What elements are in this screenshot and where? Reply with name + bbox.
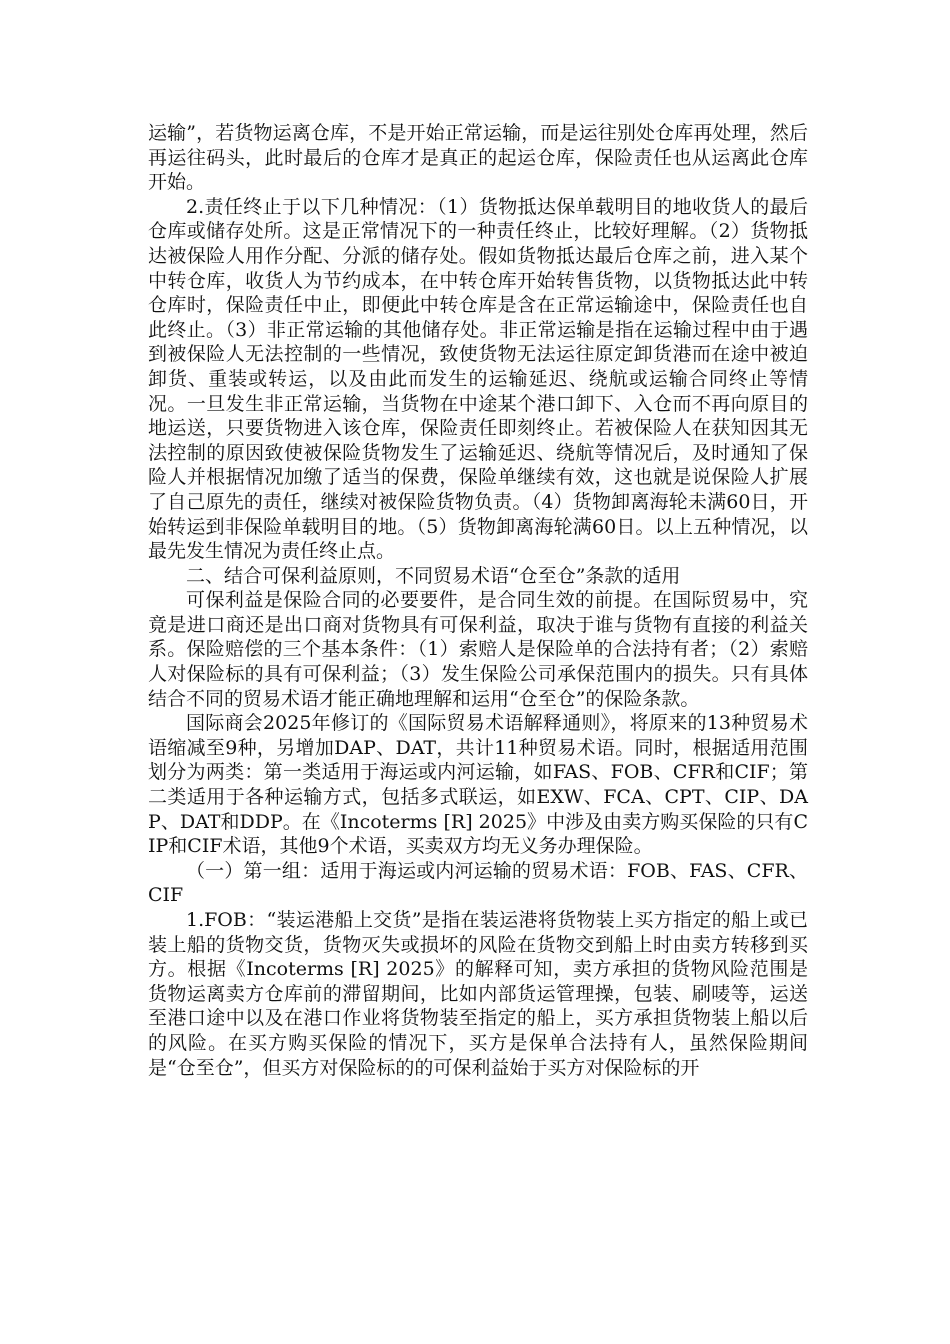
paragraph-continuation: 运输”，若货物运离仓库，不是开始正常运输，而是运往别处仓库再处理，然后再运往码头，此时最后的仓库才是真正的起运仓库，保险责任也从运离此仓库开始。 — [148, 122, 808, 194]
paragraph-fob: 1.FOB：“装运港船上交货”是指在装运港将货物装上买方指定的船上或已装上船的货物交货，货物灭失或损坏的风险在货物交到船上时由卖方转移到买方。根据《Incoterms [R] 2025》的解释可知，卖方承担的货物风险范围是货物运离卖方仓库前的滞留期间，比如内部货运管理操，包装、刷唛等，运送至港口途中以及在港口作业将货物装至指定的船上，买方承担货物装上船以后的风险。在买方购买保险的情况下，买方是保单合法持有人，虽然保险期间是“仓至仓”，但买方对保险标的的可保利益始于买方对保险标的开 — [148, 909, 808, 1079]
paragraph-liability-termination: 2.责任终止于以下几种情况：（1）货物抵达保单载明目的地收货人的最后仓库或储存处所。这是正常情况下的一种责任终止，比较好理解。（2）货物抵达被保险人用作分配、分派的储存处。假如货物抵达最后仓库之前，进入某个中转仓库，收货人为节约成本，在中转仓库开始转售货物，以货物抵达此中转仓库时，保险责任中止，即便此中转仓库是含在正常运输途中，保险责任也自此终止。（3）非正常运输的其他储存处。非正常运输是指在运输过程中由于遇到被保险人无法控制的一些情况，致使货物无法运往原定卸货港而在途中被迫卸货、重装或转运，以及由此而发生的运输延迟、绕航或运输合同终止等情况。一旦发生非正常运输，当货物在中途某个港口卸下、入仓而不再向原目的地运送，只要货物进入该仓库，保险责任即刻终止。若被保险人在获知因其无法控制的原因致使被保险货物发生了运输延迟、绕航等情况后，及时通知了保险人并根据情况加缴了适当的保费，保险单继续有效，这也就是说保险人扩展了自己原先的责任，继续对被保险货物负责。（4）货物卸离海轮未满60日，开始转运到非保险单载明目的地。（5）货物卸离海轮满60日。以上五种情况，以最先发生情况为责任终止点。 — [148, 195, 808, 563]
subsection-heading-group-one: （一）第一组：适用于海运或内河运输的贸易术语：FOB、FAS、CFR、CIF — [148, 859, 808, 907]
section-heading-insurable-interest: 二、结合可保利益原则，不同贸易术语“仓至仓”条款的适用 — [186, 564, 681, 587]
document-body — [148, 121, 808, 1080]
paragraph-incoterms: 国际商会2025年修订的《国际贸易术语解释通则》，将原来的13种贸易术语缩减至9种，另增加DAP、DAT，共计11种贸易术语。同时，根据适用范围划分为两类：第一类适用于海运或内河运输，如FAS、FOB、CFR和CIF；第二类适用于各种运输方式，包括多式联运，如EXW、FCA、CPT、CIP、DAP、DAT和DDP。在《Incoterms [R] 2025》中涉及由卖方购买保险的只有CIP和CIF术语，其他9个术语，买卖双方均无义务办理保险。 — [148, 712, 808, 858]
paragraph-insurable-interest: 可保利益是保险合同的必要要件，是合同生效的前提。在国际贸易中，究竟是进口商还是出口商对货物具有可保利益，取决于谁与货物有直接的利益关系。保险赔偿的三个基本条件：（1）索赔人是保险单的合法持有者；（2）索赔人对保险标的具有可保利益；（3）发生保险公司承保范围内的损失。只有具体结合不同的贸易术语才能正确地理解和运用“仓至仓”的保险条款。 — [148, 589, 808, 710]
